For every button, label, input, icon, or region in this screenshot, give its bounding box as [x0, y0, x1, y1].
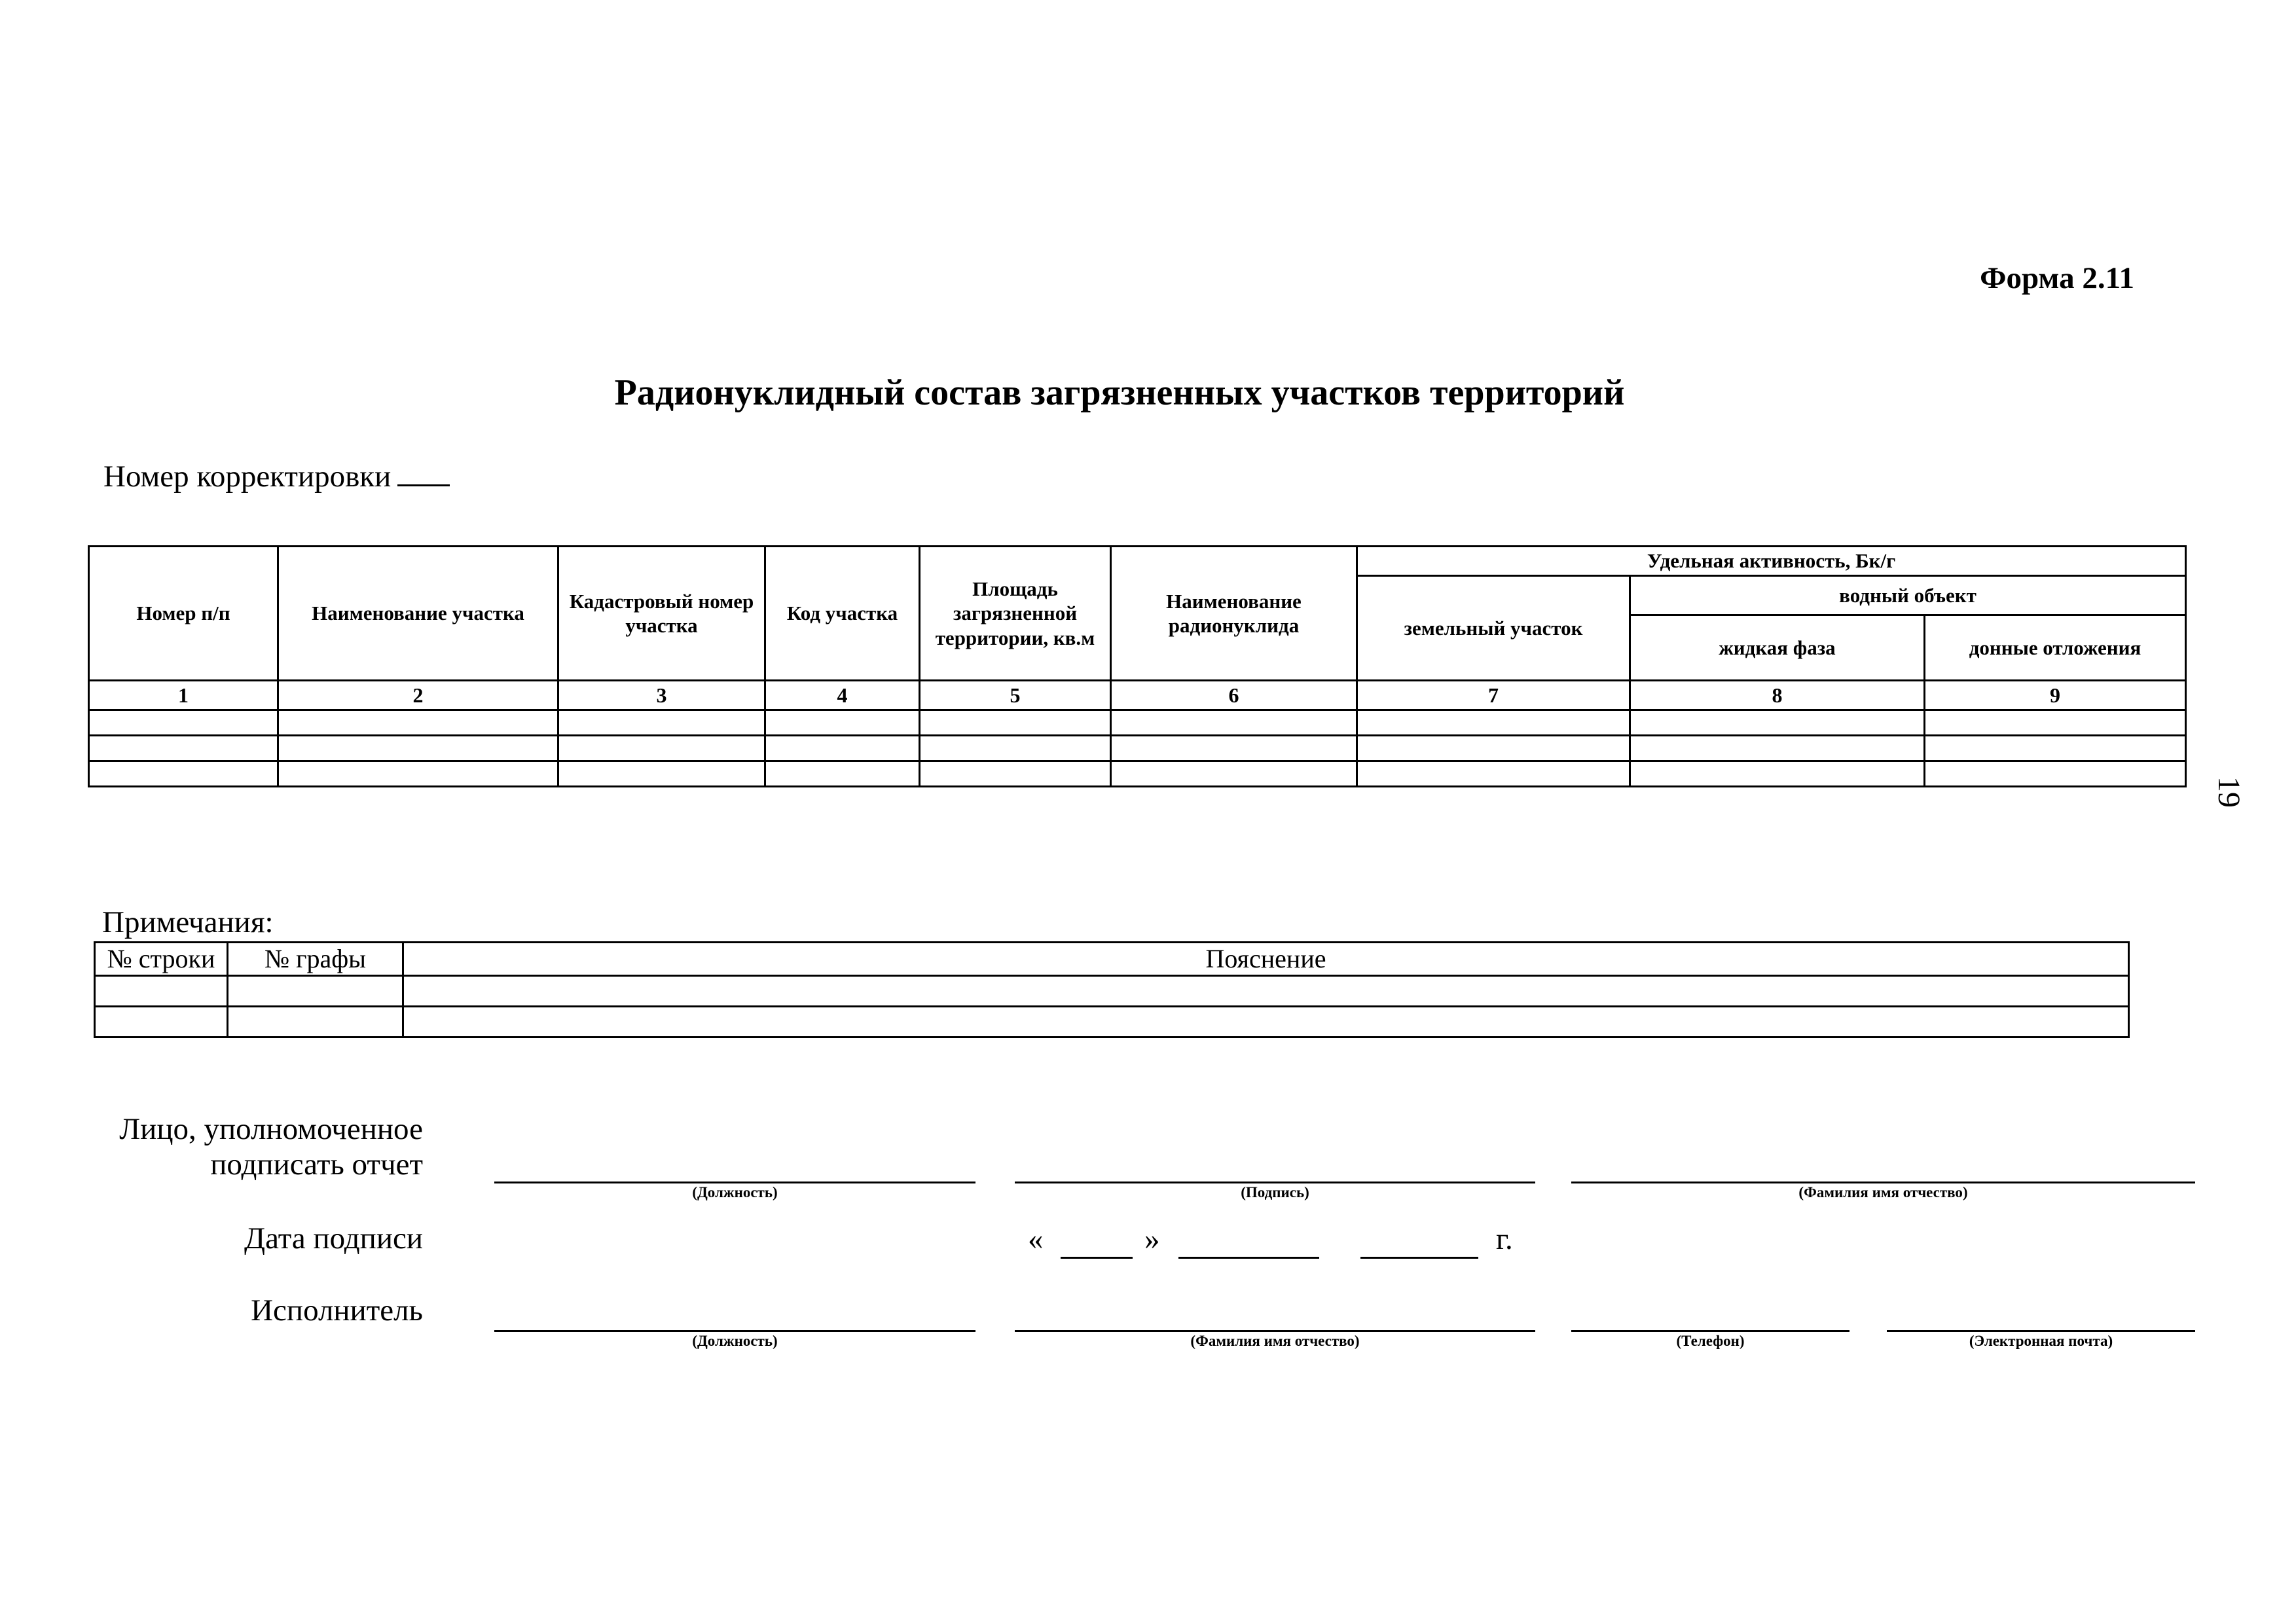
column-number: 7: [1357, 681, 1630, 710]
date-close-quote: »: [1144, 1222, 1160, 1256]
table-cell[interactable]: [558, 736, 765, 761]
header-site-code: Код участка: [765, 547, 920, 681]
column-number: 5: [920, 681, 1111, 710]
table-cell[interactable]: [1925, 710, 2186, 736]
executor-name-line[interactable]: [1015, 1330, 1535, 1332]
table-cell[interactable]: [95, 1007, 228, 1038]
page-number: 19: [2212, 776, 2246, 808]
date-year-line[interactable]: [1360, 1257, 1478, 1259]
date-month-line[interactable]: [1178, 1257, 1319, 1259]
table-row: [89, 710, 2186, 736]
header-water: водный объект: [1630, 576, 2186, 615]
column-number: 9: [1925, 681, 2186, 710]
header-site-name: Наименование участка: [278, 547, 558, 681]
header-col-no: № графы: [228, 943, 403, 976]
table-cell[interactable]: [558, 761, 765, 787]
table-row: [95, 1007, 2129, 1038]
header-liquid: жидкая фаза: [1630, 615, 1925, 681]
table-row: [89, 736, 2186, 761]
header-num: Номер п/п: [89, 547, 278, 681]
signer-signature-line[interactable]: [1015, 1182, 1535, 1183]
executor-position-caption: (Должность): [692, 1333, 778, 1349]
column-number: 3: [558, 681, 765, 710]
executor-position-line[interactable]: [494, 1330, 975, 1332]
table-row: [95, 976, 2129, 1007]
table-cell[interactable]: [403, 1007, 2129, 1038]
table-cell[interactable]: [228, 1007, 403, 1038]
header-row-no: № строки: [95, 943, 228, 976]
notes-label: Примечания:: [102, 905, 274, 939]
table-cell[interactable]: [278, 736, 558, 761]
signer-label: Лицо, уполномоченное подписать отчет: [119, 1112, 423, 1182]
header-explanation: Пояснение: [403, 943, 2129, 976]
table-cell[interactable]: [1111, 761, 1357, 787]
table-cell[interactable]: [89, 710, 278, 736]
column-number: 4: [765, 681, 920, 710]
table-cell[interactable]: [1630, 761, 1925, 787]
signer-name-line[interactable]: [1571, 1182, 2195, 1183]
executor-email-line[interactable]: [1887, 1330, 2195, 1332]
date-day-line[interactable]: [1061, 1257, 1133, 1259]
table-cell[interactable]: [920, 761, 1111, 787]
table-row: [89, 761, 2186, 787]
correction-number-label: Номер корректировки: [103, 460, 392, 494]
radionuclide-table: [88, 545, 2187, 787]
table-cell[interactable]: [89, 761, 278, 787]
signer-signature-caption: (Подпись): [1241, 1184, 1309, 1200]
executor-name-caption: (Фамилия имя отчество): [1190, 1333, 1360, 1349]
table-cell[interactable]: [1111, 710, 1357, 736]
signer-position-caption: (Должность): [692, 1184, 778, 1200]
executor-phone-line[interactable]: [1571, 1330, 1850, 1332]
signer-position-line[interactable]: [494, 1182, 975, 1183]
table-cell[interactable]: [1357, 736, 1630, 761]
correction-number-blank[interactable]: [397, 458, 450, 486]
column-number: 1: [89, 681, 278, 710]
table-cell[interactable]: [1630, 710, 1925, 736]
table-cell[interactable]: [765, 736, 920, 761]
date-year-suffix: г.: [1496, 1222, 1513, 1256]
column-number: 6: [1111, 681, 1357, 710]
header-sediment: донные отложения: [1925, 615, 2186, 681]
form-number: Форма 2.11: [1980, 261, 2134, 295]
header-activity: Удельная активность, Бк/г: [1357, 547, 2186, 576]
table-cell[interactable]: [1925, 761, 2186, 787]
table-cell[interactable]: [1925, 736, 2186, 761]
header-cadastral: Кадастровый номер участка: [558, 547, 765, 681]
header-nuclide: Наименование радионуклида: [1111, 547, 1357, 681]
table-cell[interactable]: [765, 761, 920, 787]
executor-phone-caption: (Телефон): [1676, 1333, 1745, 1349]
table-cell[interactable]: [403, 976, 2129, 1007]
column-number-row: [89, 681, 2186, 710]
table-cell[interactable]: [1630, 736, 1925, 761]
header-land: земельный участок: [1357, 576, 1630, 681]
table-cell[interactable]: [765, 710, 920, 736]
header-area: Площадь загрязненной территории, кв.м: [920, 547, 1111, 681]
date-open-quote: «: [1028, 1222, 1044, 1256]
table-cell[interactable]: [278, 761, 558, 787]
table-cell[interactable]: [89, 736, 278, 761]
notes-table: [94, 941, 2130, 1038]
table-cell[interactable]: [95, 976, 228, 1007]
document-title: Радионуклидный состав загрязненных участков территорий: [614, 372, 1625, 413]
executor-email-caption: (Электронная почта): [1969, 1333, 2113, 1349]
table-cell[interactable]: [1111, 736, 1357, 761]
table-cell[interactable]: [920, 710, 1111, 736]
table-cell[interactable]: [558, 710, 765, 736]
executor-label: Исполнитель: [251, 1293, 423, 1327]
table-cell[interactable]: [920, 736, 1111, 761]
signer-name-caption: (Фамилия имя отчество): [1798, 1184, 1968, 1200]
correction-number-field: [103, 458, 450, 494]
column-number: 2: [278, 681, 558, 710]
date-label: Дата подписи: [244, 1221, 423, 1255]
table-cell[interactable]: [1357, 761, 1630, 787]
table-cell[interactable]: [1357, 710, 1630, 736]
table-cell[interactable]: [278, 710, 558, 736]
table-cell[interactable]: [228, 976, 403, 1007]
column-number: 8: [1630, 681, 1925, 710]
